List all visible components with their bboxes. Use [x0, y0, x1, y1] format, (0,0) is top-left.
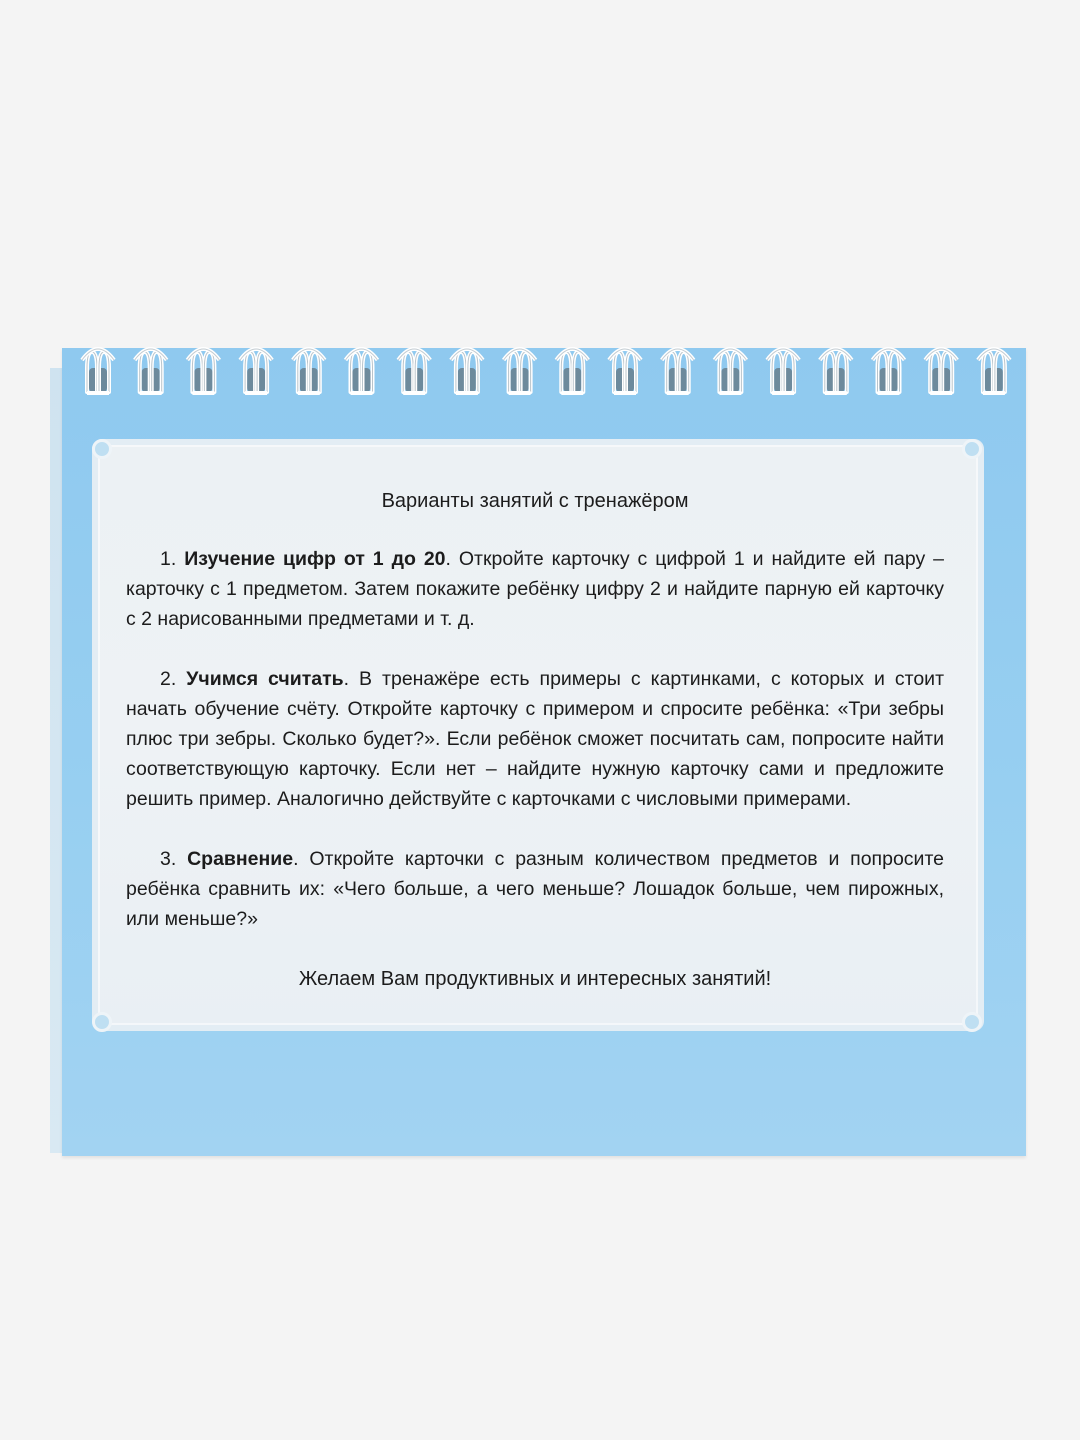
spiral-ring: [767, 349, 799, 393]
section-heading: Изучение цифр от 1 до 20: [184, 548, 446, 570]
section-text: . В тренажёре есть примеры с картинками, с которых и стоит начать обучение счёту. Откройте карточку с примером и спросите ребёнка: «Три зебры плюс три зебры. Сколько будет?». Если ребёнок сможет посчитать сам, попросите найти соответствующую карточку. Если нет – найдите нужную карточку сами и предложите решить пример. Аналогично действуйте с карточками с числовыми примерами.: [126, 668, 944, 810]
section-number: 1.: [160, 548, 177, 570]
spiral-ring: [820, 349, 852, 393]
section-heading: Учимся считать: [186, 668, 344, 690]
section-1: [126, 544, 944, 634]
spiral-ring: [978, 349, 1010, 393]
spiral-ring: [82, 349, 114, 393]
closing-wish: Желаем Вам продуктивных и интересных занятий!: [298, 968, 772, 990]
section-2: [126, 664, 944, 814]
spiral-ring: [504, 349, 536, 393]
section-number: 2.: [160, 668, 177, 690]
spiral-ring: [187, 349, 219, 393]
section-text: . Откройте карточку с цифрой 1 и найдите ей пару – карточку с 1 предметом. Затем покажите ребёнку цифру 2 и найдите парную ей карточку с 2 нарисованными предметами и т. д.: [126, 548, 945, 630]
spiral-binding: [0, 0, 1080, 420]
spiral-ring: [714, 349, 746, 393]
section-text: . Откройте карточки с разным количеством предметов и попросите ребёнка сравнить их: «Чего больше, а чего меньше? Лошадок больше, чем пирожных, или меньше?»: [126, 848, 945, 930]
panel-corner-hole: [92, 1012, 112, 1032]
spiral-ring: [240, 349, 272, 393]
spiral-ring: [135, 349, 167, 393]
spiral-ring: [609, 349, 641, 393]
spiral-ring: [346, 349, 378, 393]
panel-corner-hole: [92, 439, 112, 459]
spiral-ring: [925, 349, 957, 393]
panel-corner-hole: [962, 439, 982, 459]
spiral-ring: [398, 349, 430, 393]
spiral-ring: [662, 349, 694, 393]
section-number: 3.: [160, 848, 177, 870]
spiral-ring: [873, 349, 905, 393]
spiral-ring: [293, 349, 325, 393]
section-heading: Сравнение: [187, 848, 294, 870]
card-title: Варианты занятий с тренажёром: [381, 490, 689, 512]
spiral-ring: [451, 349, 483, 393]
instruction-text: [126, 486, 944, 994]
section-3: [126, 844, 944, 934]
spiral-ring: [556, 349, 588, 393]
panel-corner-hole: [962, 1012, 982, 1032]
